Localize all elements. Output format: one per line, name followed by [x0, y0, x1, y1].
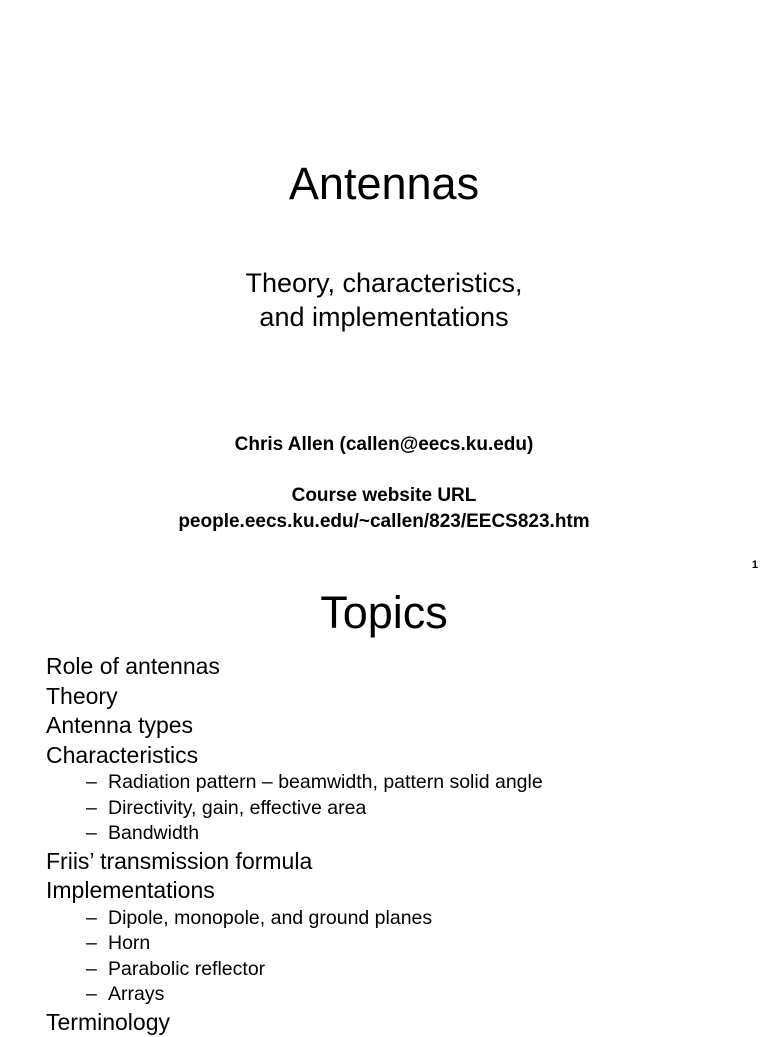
subtopic-item [86, 796, 746, 822]
subtopic-item [86, 906, 746, 932]
bullet-dash: – [86, 906, 108, 932]
subtopic-label: Bandwidth [108, 822, 199, 844]
subtopic-label: Horn [108, 932, 150, 954]
topic-label: Antenna types [46, 711, 746, 741]
subtopic-item [86, 770, 746, 796]
bullet-dash: – [86, 957, 108, 983]
subtopic-item [86, 982, 746, 1008]
subtopic-list [46, 770, 746, 847]
subtopic-label: Parabolic reflector [108, 958, 265, 980]
bullet-dash: – [86, 982, 108, 1008]
topic-item [46, 652, 746, 682]
course-info [0, 483, 768, 535]
subtitle-line: and implementations [0, 300, 768, 334]
subtopic-list [46, 906, 746, 1008]
topic-item [46, 876, 746, 1008]
topic-item [46, 682, 746, 712]
topics-title: Topics [0, 585, 768, 641]
subtopic-item [86, 931, 746, 957]
subtopic-item [86, 821, 746, 847]
topics-slide [0, 576, 768, 1024]
topic-label: Role of antennas [46, 652, 746, 682]
topic-label: Theory [46, 682, 746, 712]
topic-item [46, 711, 746, 741]
bullet-dash: – [86, 821, 108, 847]
slide-subtitle [0, 266, 768, 334]
topic-label: Implementations [46, 876, 746, 906]
subtitle-line: Theory, characteristics, [0, 266, 768, 300]
bullet-dash: – [86, 931, 108, 957]
topic-label: Friis’ transmission formula [46, 847, 746, 877]
page-number: 1 [752, 559, 758, 571]
course-label: Course website URL [0, 483, 768, 509]
topic-label: Characteristics [46, 741, 746, 771]
topics-list [46, 652, 746, 1037]
topic-label: Terminology [46, 1008, 746, 1037]
subtopic-item [86, 957, 746, 983]
course-url: people.eecs.ku.edu/~callen/823/EECS823.htm [0, 509, 768, 535]
bullet-dash: – [86, 770, 108, 796]
subtopic-label: Directivity, gain, effective area [108, 797, 366, 819]
subtopic-label: Radiation pattern – beamwidth, pattern solid angle [108, 771, 543, 793]
slide-title: Antennas [0, 158, 768, 210]
topic-item [46, 741, 746, 847]
topic-item [46, 1008, 746, 1037]
author-line: Chris Allen (callen@eecs.ku.edu) [0, 432, 768, 457]
topic-item [46, 847, 746, 877]
subtopic-label: Arrays [108, 983, 164, 1005]
bullet-dash: – [86, 796, 108, 822]
subtopic-label: Dipole, monopole, and ground planes [108, 907, 432, 929]
